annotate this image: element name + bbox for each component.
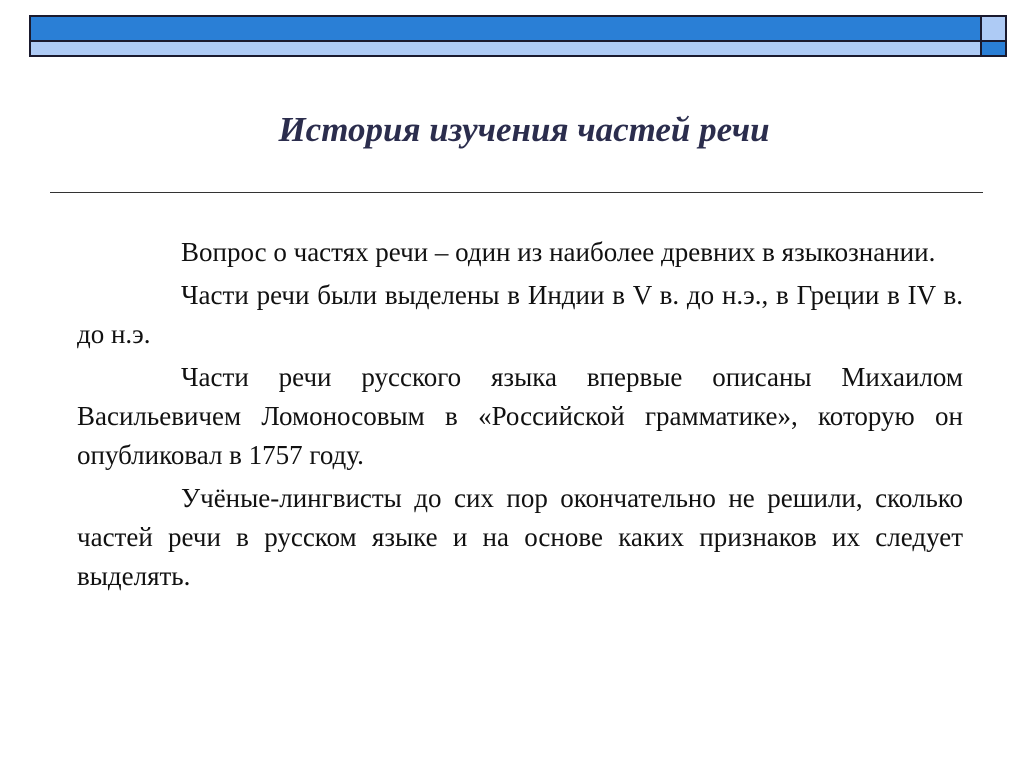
- paragraph: Части речи были выделены в Индии в V в. до н.э., в Греции в IV в. до н.э.: [77, 280, 963, 349]
- header-bar-bottom: [29, 40, 982, 57]
- paragraph: Учёные-лингвисты до сих пор окончательно не решили, сколько частей речи в русском языке и на основе каких признаков их следует выделять.: [77, 483, 963, 591]
- slide-body: [77, 233, 963, 600]
- header-square-top: [980, 15, 1007, 42]
- header-square-bottom: [980, 40, 1007, 57]
- paragraph: Вопрос о частях речи – один из наиболее древних в языкознании.: [181, 237, 936, 267]
- title-divider: [50, 192, 983, 193]
- header-bar-top: [29, 15, 982, 42]
- paragraph: Части речи русского языка впервые описаны Михаилом Васильевичем Ломоносовым в «Российской грамматике», которую он опубликовал в 1757 году.: [77, 362, 963, 470]
- slide-title: История изучения частей речи: [278, 110, 770, 149]
